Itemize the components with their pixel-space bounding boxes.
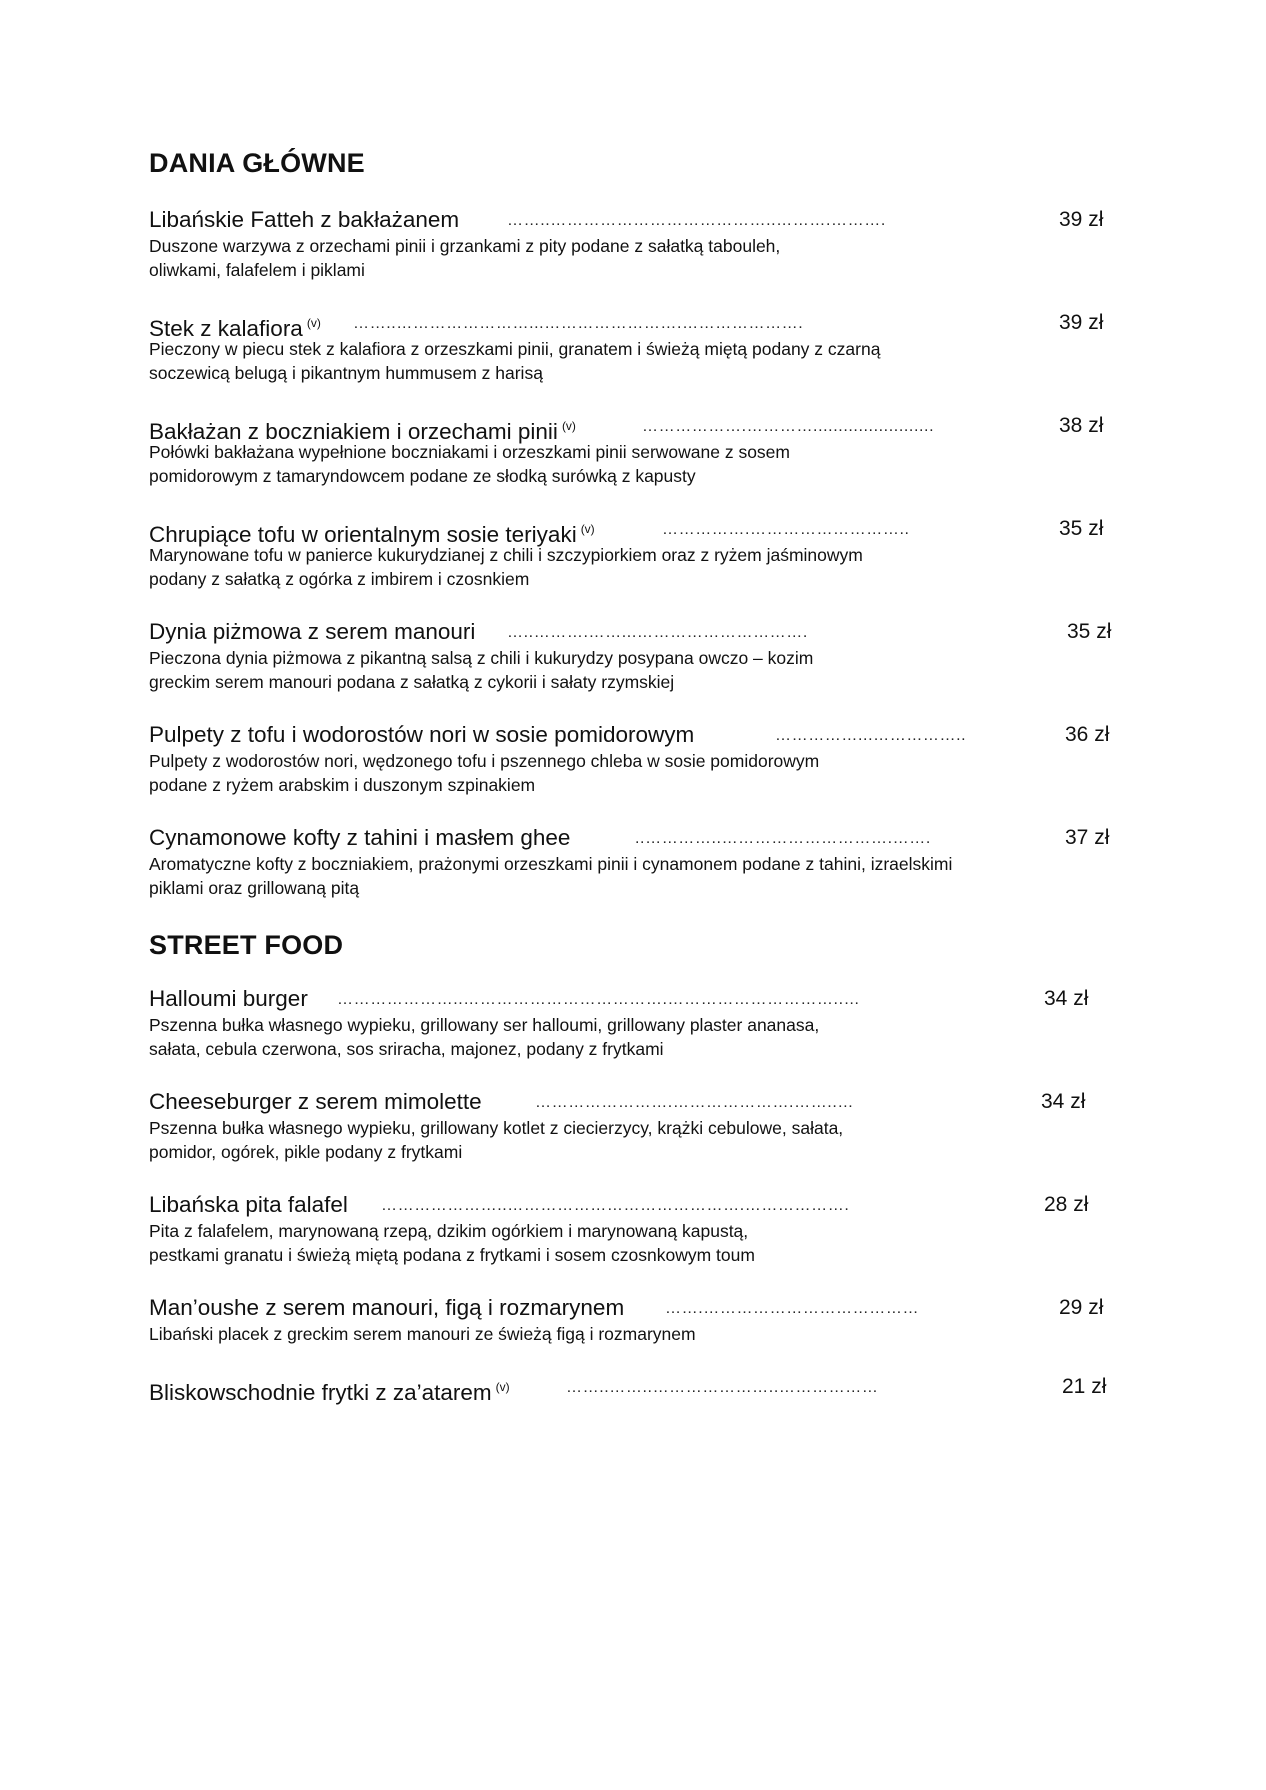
menu-item — [149, 617, 1112, 694]
item-price: 39 zł — [1059, 311, 1104, 334]
menu-item — [149, 720, 1109, 797]
item-price: 29 zł — [1059, 1296, 1104, 1319]
dot-leader: ……..…………………………………..……….………. — [507, 212, 886, 229]
item-price: 37 zł — [1065, 826, 1110, 849]
item-description: Aromatyczne kofty z boczniakiem, prażonymi orzeszkami pinii i cynamonem podane z tahini, izraelskimi piklami oraz grillowaną pitą — [149, 854, 953, 898]
item-name: Cheeseburger z serem mimolette — [149, 1089, 482, 1114]
item-description: Libański placek z greckim serem manouri ze świeżą figą i rozmarynem — [149, 1324, 696, 1344]
dot-leader: …….………………………………… — [665, 1300, 920, 1317]
item-price: 21 zł — [1062, 1375, 1107, 1398]
item-name: Cynamonowe kofty z tahini i masłem ghee — [149, 825, 571, 850]
item-description: Pszenna bułka własnego wypieku, grillowany kotlet z ciecierzycy, krążki cebulowe, sałata, pomidor, ogórek, pikle podany z frytkami — [149, 1118, 844, 1162]
menu-item — [149, 1372, 1109, 1405]
dot-leader: …………….……………………….. — [662, 521, 910, 538]
menu-item — [149, 1190, 1109, 1267]
vegan-mark: (v) — [561, 419, 576, 433]
item-description: Duszone warzywa z orzechami pinii i grzankami z pity podane z sałatką tabouleh, oliwkami, falafelem i piklami — [149, 236, 781, 280]
item-description: Marynowane tofu w panierce kukurydzianej z chili i szczypiorkiem oraz z ryżem jaśminowym podany z sałatką z ogórka z imbirem i czosnkiem — [149, 545, 863, 589]
vegan-mark: (v) — [580, 522, 595, 536]
dot-leader: …………………….………………….……..… — [535, 1094, 854, 1111]
item-price: 36 zł — [1065, 723, 1110, 746]
menu-item — [149, 411, 1109, 488]
menu-item — [149, 308, 1109, 385]
item-name: Libańska pita falafel — [149, 1192, 348, 1217]
menu-item — [149, 1087, 1109, 1164]
vegan-mark: (v) — [495, 1380, 510, 1394]
item-description: Pieczona dynia piżmowa z pikantną salsą z chili i kukurydzy posypana owczo – kozim greckim serem manouri podana z sałatką z cykorii i sałaty rzymskiej — [149, 648, 814, 692]
menu-item — [149, 823, 1109, 900]
item-name: Bakłażan z boczniakiem i orzechami pinii $^{(v)}$ — [149, 419, 576, 444]
item-name: Chrupiące tofu w orientalnym sosie teriyaki $^{(v)}$ — [149, 522, 595, 547]
item-name: Pulpety z tofu i wodorostów nori w sosie pomidorowym — [149, 722, 695, 747]
section-title-street-food: STREET FOOD — [149, 930, 344, 960]
menu-item — [149, 984, 1109, 1061]
dot-leader: ……..……..…………………..……………… — [566, 1379, 879, 1396]
item-price: 28 zł — [1044, 1193, 1089, 1216]
item-price: 39 zł — [1059, 208, 1104, 231]
dot-leader: ……..……………………...…………………….…………………. — [353, 315, 804, 332]
dot-leader: ……………...…………….. — [775, 727, 967, 744]
item-description: Pszenna bułka własnego wypieku, grillowany ser halloumi, grillowany plaster ananasa, sałata, cebula czerwona, sos sriracha, majonez, podany z frytkami — [149, 1015, 820, 1059]
dot-leader: ..…………..………………………….……. — [635, 830, 931, 847]
item-price: 34 zł — [1044, 987, 1089, 1010]
item-name: Stek z kalafiora $^{(v)}$ — [149, 316, 321, 341]
menu-item — [149, 205, 1109, 282]
item-description: Połówki bakłażana wypełnione boczniakami i orzeszkami pinii serwowane z sosem pomidorowym z tamaryndowcem podane ze słodką surówką z kapusty — [149, 442, 790, 486]
item-description: Pieczony w piecu stek z kalafiora z orzeszkami pinii, granatem i świeżą miętą podany z czarną soczewicą belugą i pikantnym hummusem z harisą — [149, 339, 881, 383]
dot-leader: …………………..…………………………………….………………. — [381, 1197, 850, 1214]
dot-leader: ……………….…………........................ — [642, 418, 935, 435]
menu-item — [149, 514, 1109, 591]
vegan-mark: (v) — [306, 316, 321, 330]
section-title-main-courses: DANIA GŁÓWNE — [149, 148, 365, 178]
item-name: Man’oushe z serem manouri, figą i rozmarynem — [149, 1295, 625, 1320]
item-name: Libańskie Fatteh z bakłażanem — [149, 207, 460, 232]
dot-leader: …………………..……………………………….…………………………..… — [337, 991, 861, 1008]
item-price: 34 zł — [1041, 1090, 1086, 1113]
item-description: Pita z falafelem, marynowaną rzepą, dzikim ogórkiem i marynowaną kapustą, pestkami granatu i świeżą miętą podana z frytkami i sosem czosnkowym toum — [149, 1221, 755, 1265]
item-name: Bliskowschodnie frytki z za’atarem $^{(v)}$ — [149, 1380, 510, 1405]
item-name: Dynia piżmowa z serem manouri — [149, 619, 476, 644]
item-price: 35 zł — [1059, 517, 1104, 540]
item-description: Pulpety z wodorostów nori, wędzonego tofu i pszennego chleba w sosie pomidorowym podane z ryżem arabskim i duszonym szpinakiem — [149, 751, 820, 795]
dot-leader: …..……….……...…………………………. — [507, 624, 808, 641]
menu-item — [149, 1293, 1109, 1346]
item-price: 35 zł — [1067, 620, 1112, 643]
item-name: Halloumi burger — [149, 986, 308, 1011]
item-price: 38 zł — [1059, 414, 1104, 437]
